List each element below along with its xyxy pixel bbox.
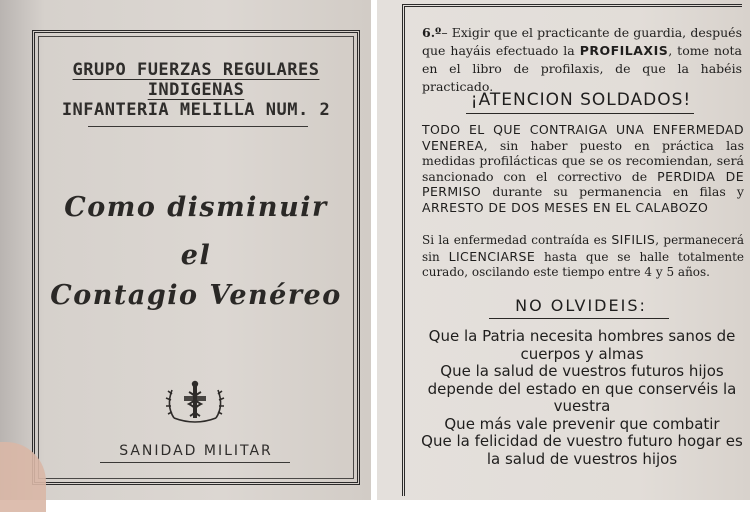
header-underline	[88, 126, 308, 127]
caduceus-wreath-icon	[162, 378, 228, 428]
licenciarse-term: LICENCIARSE	[448, 248, 536, 264]
maxim-item: Que la Patria necesita hombres sanos de cuerpos y almas	[428, 327, 736, 363]
cover-title-line2: el	[180, 240, 212, 271]
syphilis-c: hasta que se halle totalmente curado, oscilando este tiempo entre 4 y 5 años.	[422, 249, 744, 279]
maxim-item: Que la salud de vuestros futuros hijos depende del estado en que conservéis la vuestra	[427, 362, 737, 415]
footer-underline	[100, 462, 290, 463]
cover-header-line1: GRUPO FUERZAS REGULARES INDIGENAS	[72, 60, 320, 100]
item6-emphasis: PROFILAXIS	[579, 43, 669, 58]
rule-item-6	[422, 24, 742, 96]
warning-mid2: durante su permanencia en filas y	[481, 184, 744, 199]
item6-text-a: – Exigir que el practicante de guardia, después que hayáis efectuado la	[422, 25, 742, 58]
item6-text-b: , tome nota en el libro de profilaxis, de que la habéis practicado.	[422, 43, 742, 94]
syphilis-b: , permanecerá sin	[422, 233, 744, 264]
syphilis-term: SIFILIS	[611, 232, 656, 247]
syphilis-a: Si la enfermedad contraída es	[422, 233, 612, 247]
item-number: 6.º	[422, 25, 442, 40]
cover-title-line3: Contagio Venéreo	[50, 280, 342, 311]
attention-underline	[466, 113, 694, 114]
syphilis-paragraph	[422, 232, 744, 281]
cover-footer: SANIDAD MILITAR	[119, 443, 273, 459]
cover-header-line2: INFANTERIA MELILLA NUM. 2	[61, 100, 331, 120]
penalty-permiso: PERDIDA DE PERMISO	[422, 168, 744, 199]
warning-lead: TODO EL QUE CONTRAIGA UNA ENFERMEDAD VENEREA	[422, 122, 744, 153]
warning-mid: , sin haber puesto en práctica las medidas profilácticas que se os recomiendan, será sancionado con el correctivo de	[422, 137, 744, 184]
cover-title-line1: Como disminuir	[64, 192, 328, 223]
attention-heading: ¡ATENCION SOLDADOS!	[470, 90, 692, 110]
warning-paragraph	[422, 122, 744, 215]
maxim-item: Que la felicidad de vuestro futuro hogar es la salud de vuestros hijos	[421, 432, 743, 468]
maxim-item: Que más vale prevenir que combatir	[444, 414, 720, 433]
penalty-arresto: ARRESTO DE DOS MESES EN EL CALABOZO	[422, 199, 709, 215]
no-olvideis-underline	[489, 318, 669, 319]
no-olvideis-heading: NO OLVIDEIS:	[515, 296, 647, 315]
maxims-list	[420, 328, 744, 468]
